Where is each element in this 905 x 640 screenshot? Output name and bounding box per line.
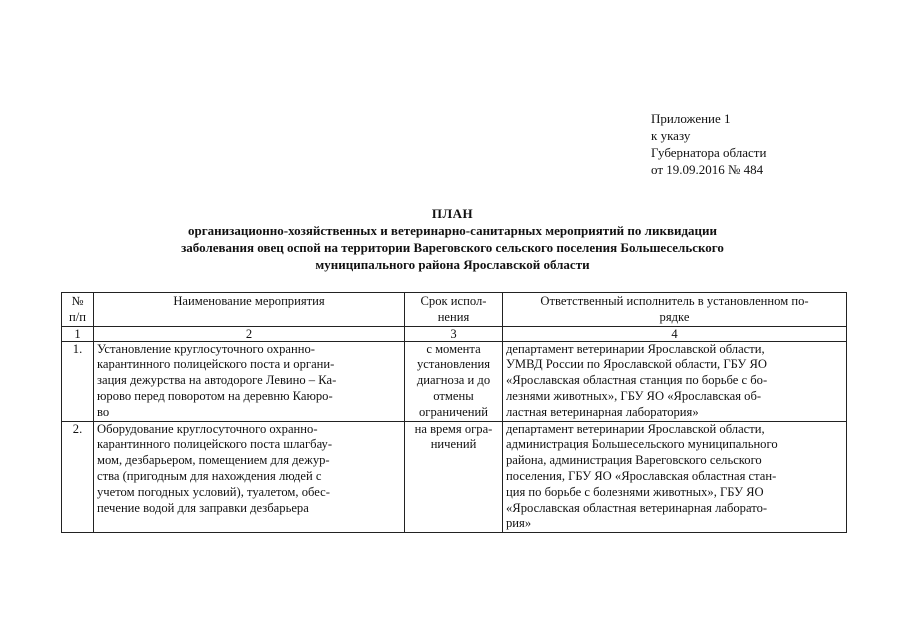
index-cell: 2 [94, 326, 405, 341]
header-responsible-line: Ответственный исполнитель в установленном по- [540, 294, 809, 308]
appendix-block [651, 110, 766, 178]
header-name-text: Наименование мероприятия [173, 294, 325, 308]
header-name [94, 293, 405, 327]
row-responsible-line: поселения, ГБУ ЯО «Ярославская областная стан- [506, 468, 777, 483]
row-responsible-line: района, администрация Вареговского сельского [506, 453, 762, 468]
appendix-line: Губернатора области [651, 145, 767, 160]
plan-table [61, 292, 847, 533]
row-name-line: зация дежурства на автодороге Левино – Ка- [97, 373, 337, 388]
index-cell: 1 [62, 326, 94, 341]
row-responsible-line: УМВД России по Ярославской области, ГБУ ЯО [506, 357, 767, 372]
title-line: заболевания овец оспой на территории Вареговского сельского поселения Большесельского [181, 240, 724, 255]
row-responsible [503, 341, 847, 421]
row-name [94, 421, 405, 533]
row-term-line: отмены [433, 388, 474, 403]
row-name-line: печение водой для заправки дезбарьера [97, 500, 309, 515]
row-name-line: Оборудование круглосуточного охранно- [97, 421, 318, 436]
index-cell: 4 [503, 326, 847, 341]
row-name-line: во [97, 404, 110, 419]
row-responsible [503, 421, 847, 533]
row-name-line: карантинного полицейского поста шлагбау- [97, 437, 333, 452]
header-responsible [503, 293, 847, 327]
header-term [405, 293, 503, 327]
appendix-line: Приложение 1 [651, 111, 731, 126]
appendix-line: от 19.09.2016 № 484 [651, 162, 764, 177]
row-term-line: ничений [430, 437, 477, 452]
row-term [405, 341, 503, 421]
title-line: муниципального района Ярославской области [315, 257, 590, 272]
row-responsible-line: департамент ветеринарии Ярославской области, [506, 421, 765, 436]
row-name [94, 341, 405, 421]
row-name-line: Установление круглосуточного охранно- [97, 341, 315, 356]
row-name-line: юрово перед поворотом на деревню Каюро- [97, 388, 333, 403]
row-term-line: ограничений [419, 404, 488, 419]
row-term [405, 421, 503, 533]
row-responsible-line: лезнями животных», ГБУ ЯО «Ярославская об- [506, 388, 762, 403]
row-term-line: диагноза и до [416, 373, 491, 388]
header-number-line: № [71, 294, 84, 308]
document-title [0, 205, 905, 273]
row-responsible-line: администрация Большесельского муниципального [506, 437, 778, 452]
row-term-line: на время огра- [414, 421, 493, 436]
row-number: 1. [62, 341, 94, 421]
row-name-line: мом, дезбарьером, помещением для дежур- [97, 453, 330, 468]
table-row [62, 421, 847, 533]
row-responsible-line: рия» [506, 516, 532, 531]
title-line: организационно-хозяйственных и ветеринарно-санитарных мероприятий по ликвидации [187, 223, 717, 238]
row-name-line: учетом погодных условий), туалетом, обес- [97, 484, 330, 499]
title-heading: ПЛАН [431, 206, 474, 221]
row-name-line: ства (пригодным для нахождения людей с [97, 468, 322, 483]
row-number: 2. [62, 421, 94, 533]
row-name-line: карантинного полицейского поста и органи- [97, 357, 335, 372]
row-term-line: установления [416, 357, 491, 372]
row-responsible-line: ластная ветеринарная лаборатория» [506, 404, 699, 419]
row-responsible-line: «Ярославская областная станция по борьбе с бо- [506, 373, 768, 388]
row-term-line: с момента [426, 341, 481, 356]
row-responsible-line: ция по борьбе с болезнями животных», ГБУ ЯО [506, 484, 764, 499]
table-header-row [62, 293, 847, 327]
header-responsible-line: рядке [659, 309, 690, 324]
appendix-line: к указу [651, 128, 691, 143]
table-index-row [62, 326, 847, 341]
header-term-line: нения [437, 309, 470, 324]
header-number [62, 293, 94, 327]
table-row [62, 341, 847, 421]
header-term-line: Срок испол- [420, 294, 487, 308]
row-responsible-line: департамент ветеринарии Ярославской области, [506, 341, 765, 356]
header-number-line: п/п [69, 309, 86, 324]
index-cell: 3 [405, 326, 503, 341]
row-responsible-line: «Ярославская областная ветеринарная лаборато- [506, 500, 768, 515]
